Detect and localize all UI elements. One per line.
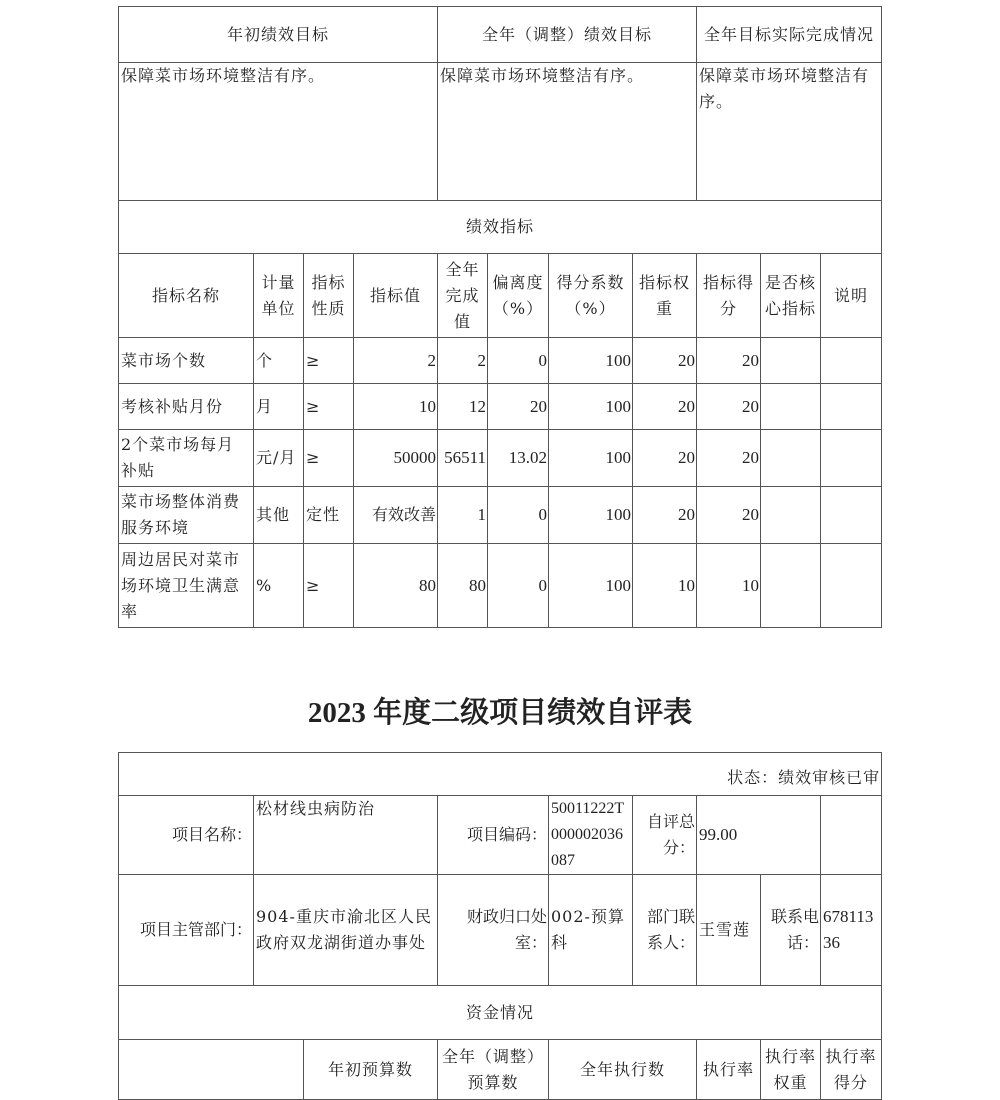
- table-row: [119, 544, 882, 628]
- performance-goals-table: [118, 6, 882, 628]
- header-actual-completion: 全年目标实际完成情况: [697, 7, 882, 63]
- adjusted-goal-text: 保障菜市场环境整洁有序。: [438, 63, 697, 201]
- indicator-weight: 20: [633, 384, 697, 430]
- project-code-label: 项目编码：: [438, 796, 549, 875]
- indicator-deviation: 20: [488, 384, 549, 430]
- col-execution-rate: 执行率: [697, 1040, 761, 1100]
- indicator-weight: 10: [633, 544, 697, 628]
- indicator-nature: 定性: [304, 487, 354, 544]
- indicator-nature: ≥: [304, 384, 354, 430]
- col-adjusted-budget: 全年（调整）预算数: [438, 1040, 549, 1100]
- indicator-notes: [821, 544, 882, 628]
- table-row: [119, 338, 882, 384]
- funds-section-title: 资金情况: [119, 986, 882, 1040]
- indicator-name: 考核补贴月份: [119, 384, 254, 430]
- actual-completion-text: 保障菜市场环境整洁有序。: [697, 63, 882, 201]
- indicator-nature: ≥: [304, 430, 354, 487]
- contact-value: 王雪莲: [697, 875, 761, 986]
- indicator-score: 20: [697, 430, 761, 487]
- indicator-coefficient: 100: [549, 338, 633, 384]
- indicator-target: 10: [354, 384, 438, 430]
- indicator-coefficient: 100: [549, 430, 633, 487]
- indicator-notes: [821, 430, 882, 487]
- col-core-indicator: 是否核心指标: [761, 254, 821, 338]
- indicator-actual: 12: [438, 384, 488, 430]
- dept-label: 项目主管部门：: [119, 875, 254, 986]
- indicator-core: [761, 338, 821, 384]
- indicator-weight: 20: [633, 430, 697, 487]
- indicator-deviation: 0: [488, 544, 549, 628]
- indicator-target: 80: [354, 544, 438, 628]
- indicator-core: [761, 384, 821, 430]
- col-initial-budget: 年初预算数: [304, 1040, 438, 1100]
- indicator-score: 20: [697, 338, 761, 384]
- col-rate-score: 执行率得分: [821, 1040, 882, 1100]
- col-target-value: 指标值: [354, 254, 438, 338]
- col-indicator-name: 指标名称: [119, 254, 254, 338]
- self-score-label: 自评总分：: [633, 796, 697, 875]
- project-code-value: 50011222T000002036087: [549, 796, 633, 875]
- status-badge: 状态：绩效审核已审: [119, 753, 882, 796]
- col-score-coefficient: 得分系数（%）: [549, 254, 633, 338]
- col-actual-value: 全年完成值: [438, 254, 488, 338]
- indicator-unit: 元/月: [254, 430, 304, 487]
- indicator-unit: 月: [254, 384, 304, 430]
- table-row: [119, 430, 882, 487]
- col-rate-weight: 执行率权重: [761, 1040, 821, 1100]
- col-executed: 全年执行数: [549, 1040, 697, 1100]
- indicator-actual: 80: [438, 544, 488, 628]
- indicator-coefficient: 100: [549, 487, 633, 544]
- header-initial-goal: 年初绩效目标: [119, 7, 438, 63]
- indicator-weight: 20: [633, 338, 697, 384]
- indicator-unit: 个: [254, 338, 304, 384]
- col-deviation: 偏离度（%）: [488, 254, 549, 338]
- indicator-score: 20: [697, 487, 761, 544]
- indicator-deviation: 0: [488, 487, 549, 544]
- indicator-actual: 2: [438, 338, 488, 384]
- table-row: [119, 487, 882, 544]
- indicator-target: 50000: [354, 430, 438, 487]
- indicator-core: [761, 544, 821, 628]
- indicator-deviation: 13.02: [488, 430, 549, 487]
- project-name-label: 项目名称：: [119, 796, 254, 875]
- indicator-deviation: 0: [488, 338, 549, 384]
- indicator-actual: 56511: [438, 430, 488, 487]
- indicator-score: 20: [697, 384, 761, 430]
- indicator-weight: 20: [633, 487, 697, 544]
- indicator-score: 10: [697, 544, 761, 628]
- indicator-coefficient: 100: [549, 384, 633, 430]
- header-adjusted-goal: 全年（调整）绩效目标: [438, 7, 697, 63]
- col-weight: 指标权重: [633, 254, 697, 338]
- phone-label: 联系电话：: [761, 875, 821, 986]
- indicator-name: 周边居民对菜市场环境卫生满意率: [119, 544, 254, 628]
- indicator-nature: ≥: [304, 338, 354, 384]
- indicator-notes: [821, 338, 882, 384]
- finance-label: 财政归口处室：: [438, 875, 549, 986]
- indicator-name: 菜市场整体消费服务环境: [119, 487, 254, 544]
- col-score: 指标得分: [697, 254, 761, 338]
- project-name-value: 松材线虫病防治: [254, 796, 438, 875]
- self-score-value: 99.00: [697, 796, 821, 875]
- col-nature: 指标性质: [304, 254, 354, 338]
- indicator-coefficient: 100: [549, 544, 633, 628]
- indicators-section-title: 绩效指标: [119, 201, 882, 254]
- finance-value: 002-预算科: [549, 875, 633, 986]
- indicator-notes: [821, 487, 882, 544]
- indicator-target: 有效改善: [354, 487, 438, 544]
- self-evaluation-form: [118, 752, 882, 1100]
- col-unit: 计量单位: [254, 254, 304, 338]
- indicator-target: 2: [354, 338, 438, 384]
- indicator-nature: ≥: [304, 544, 354, 628]
- contact-label: 部门联系人：: [633, 875, 697, 986]
- empty-cell: [821, 796, 882, 875]
- table-row: [119, 384, 882, 430]
- indicator-actual: 1: [438, 487, 488, 544]
- col-notes: 说明: [821, 254, 882, 338]
- indicator-unit: %: [254, 544, 304, 628]
- indicator-unit: 其他: [254, 487, 304, 544]
- dept-value: 904-重庆市渝北区人民政府双龙湖街道办事处: [254, 875, 438, 986]
- indicator-name: 菜市场个数: [119, 338, 254, 384]
- indicator-core: [761, 487, 821, 544]
- indicator-core: [761, 430, 821, 487]
- indicator-notes: [821, 384, 882, 430]
- phone-value: 67811336: [821, 875, 882, 986]
- initial-goal-text: 保障菜市场环境整洁有序。: [119, 63, 438, 201]
- indicator-name: 2个菜市场每月补贴: [119, 430, 254, 487]
- page-title: 2023 年度二级项目绩效自评表: [307, 697, 693, 729]
